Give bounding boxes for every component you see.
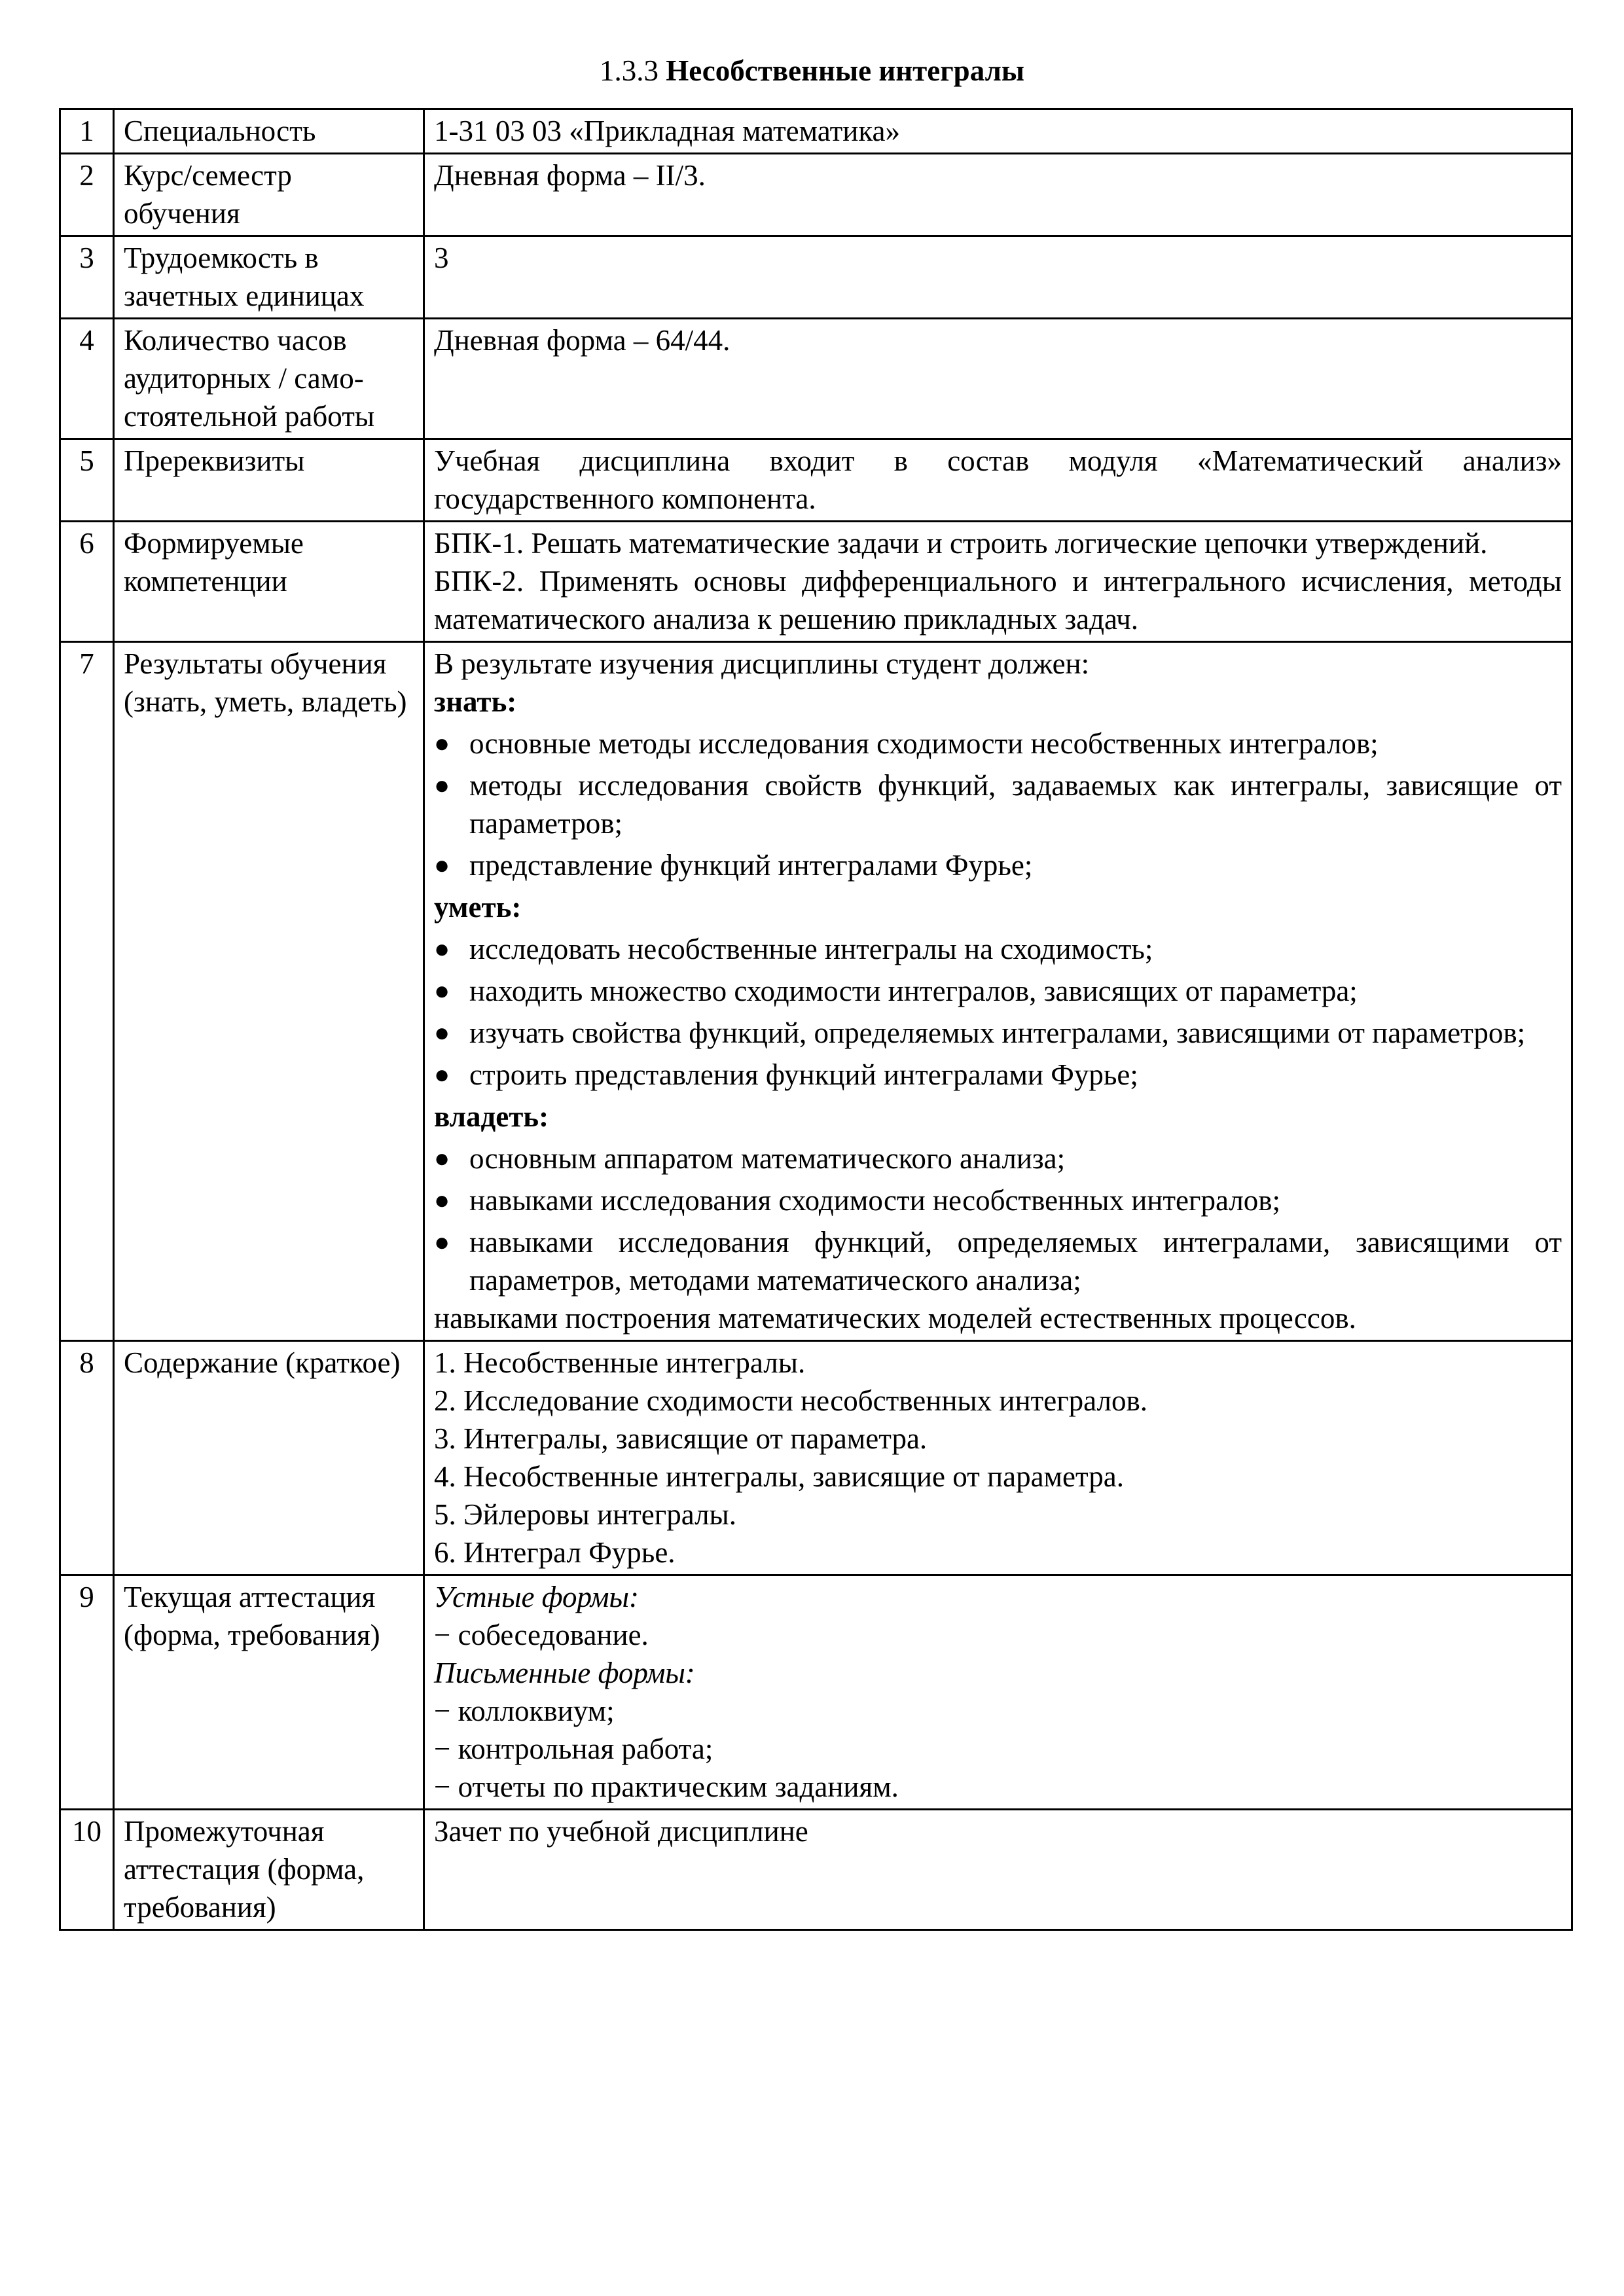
- row-label: Содержание (краткое): [114, 1341, 424, 1575]
- list-item: ● навыками исследования сходимости несобственных интегралов;: [434, 1181, 1562, 1219]
- course-info-table: [59, 108, 1573, 1931]
- row-content: [424, 319, 1572, 439]
- table-row: [60, 154, 1572, 236]
- row-number: 6: [60, 522, 114, 642]
- row-number: 1: [60, 109, 114, 154]
- table-row: [60, 1341, 1572, 1575]
- row-label: Курс/семестр обучения: [114, 154, 424, 236]
- table-row: [60, 1575, 1572, 1810]
- content-line: 3. Интегралы, зависящие от параметра.: [434, 1422, 928, 1455]
- row-content: [424, 522, 1572, 642]
- row-number: 9: [60, 1575, 114, 1810]
- row-content: [424, 1575, 1572, 1810]
- content-line: 1. Несобственные интегралы.: [434, 1346, 806, 1379]
- content-line: 6. Интеграл Фурье.: [434, 1536, 676, 1569]
- content-line: − собеседование.: [434, 1619, 649, 1651]
- row-content: [424, 154, 1572, 236]
- bullet-icon: ●: [434, 728, 450, 758]
- row-content: [424, 109, 1572, 154]
- own-heading: владеть:: [434, 1100, 549, 1133]
- oral-forms-heading: Устные формы:: [434, 1581, 639, 1613]
- table-row: [60, 1810, 1572, 1930]
- content-line: 5. Эйлеровы интегралы.: [434, 1498, 737, 1531]
- row-content: [424, 1810, 1572, 1930]
- row-content: [424, 236, 1572, 319]
- row-label: Результаты обучения (знать, уметь, владеть): [114, 642, 424, 1341]
- competence-bpk2: БПК-2. Применять основы дифференциального и интегрального исчисления, методы математического анализа к решению прикладных задач.: [434, 565, 1562, 636]
- row-label: Специальность: [114, 109, 424, 154]
- list-item: ● методы исследования свойств функций, задаваемых как интегралы, зависящие от параметров;: [434, 766, 1562, 842]
- table-row: [60, 522, 1572, 642]
- table-row: [60, 109, 1572, 154]
- row-label: Промежуточная аттестация (форма, требования): [114, 1810, 424, 1930]
- row-label: Пререквизиты: [114, 439, 424, 522]
- list-item: ● основные методы исследования сходимости несобственных интегралов;: [434, 725, 1562, 762]
- bullet-icon: ●: [434, 976, 450, 1005]
- content-line: Дневная форма – 64/44.: [434, 324, 731, 357]
- content-line: Дневная форма – II/3.: [434, 159, 706, 192]
- know-heading: знать:: [434, 685, 517, 718]
- list-item: ● основным аппаратом математического анализа;: [434, 1139, 1562, 1177]
- row-number: 5: [60, 439, 114, 522]
- page-title: [0, 51, 1624, 90]
- content-line: Учебная дисциплина входит в состав модуля «Математический анализ» государственного компонента.: [434, 444, 1562, 515]
- list-item: ● строить представления функций интегралами Фурье;: [434, 1056, 1562, 1094]
- content-line: Зачет по учебной дисциплине: [434, 1815, 808, 1848]
- row-label: Формируемые компетенции: [114, 522, 424, 642]
- bullet-icon: ●: [434, 770, 450, 800]
- list-item: ● представление функций интегралами Фурье;: [434, 846, 1562, 884]
- content-line: − коллоквиум;: [434, 1695, 615, 1727]
- content-line: 4. Несобственные интегралы, зависящие от параметра.: [434, 1460, 1124, 1493]
- own-last-item: навыками построения математических моделей естественных процессов.: [434, 1302, 1356, 1335]
- table-row: [60, 642, 1572, 1341]
- content-line: 2. Исследование сходимости несобственных интегралов.: [434, 1384, 1147, 1417]
- list-item: ● находить множество сходимости интегралов, зависящих от параметра;: [434, 972, 1562, 1010]
- results-intro: В результате изучения дисциплины студент должен:: [434, 647, 1090, 680]
- row-label: Трудоемкость в зачетных единицах: [114, 236, 424, 319]
- row-number: 7: [60, 642, 114, 1341]
- can-heading: уметь:: [434, 891, 522, 924]
- table-row: [60, 236, 1572, 319]
- row-number: 8: [60, 1341, 114, 1575]
- list-item: ● изучать свойства функций, определяемых интегралами, зависящими от параметров;: [434, 1014, 1562, 1052]
- content-line: − контрольная работа;: [434, 1732, 713, 1765]
- bullet-icon: ●: [434, 1143, 450, 1173]
- row-label: Количество часов аудиторных / само-стоятельной работы: [114, 319, 424, 439]
- bullet-icon: ●: [434, 850, 450, 880]
- bullet-icon: ●: [434, 934, 450, 963]
- competence-bpk1: БПК-1. Решать математические задачи и строить логические цепочки утверждений.: [434, 527, 1488, 560]
- row-number: 3: [60, 236, 114, 319]
- bullet-icon: ●: [434, 1185, 450, 1215]
- content-line: 1-31 03 03 «Прикладная математика»: [434, 115, 901, 147]
- row-number: 4: [60, 319, 114, 439]
- row-label: Текущая аттестация (форма, требования): [114, 1575, 424, 1810]
- bullet-icon: ●: [434, 1227, 450, 1257]
- title-text: Несобственные интегралы: [666, 54, 1024, 87]
- content-line: − отчеты по практическим заданиям.: [434, 1770, 899, 1803]
- list-item: ● исследовать несобственные интегралы на сходимость;: [434, 930, 1562, 968]
- bullet-icon: ●: [434, 1060, 450, 1089]
- table-row: [60, 319, 1572, 439]
- row-number: 10: [60, 1810, 114, 1930]
- title-number: 1.3.3: [600, 54, 659, 87]
- row-content: [424, 642, 1572, 1341]
- row-number: 2: [60, 154, 114, 236]
- written-forms-heading: Письменные формы:: [434, 1657, 695, 1689]
- row-content: [424, 439, 1572, 522]
- list-item: ● навыками исследования функций, определяемых интегралами, зависящими от параметров, методами математического анализа;: [434, 1223, 1562, 1299]
- row-content: [424, 1341, 1572, 1575]
- content-line: 3: [434, 242, 449, 274]
- table-row: [60, 439, 1572, 522]
- bullet-icon: ●: [434, 1018, 450, 1047]
